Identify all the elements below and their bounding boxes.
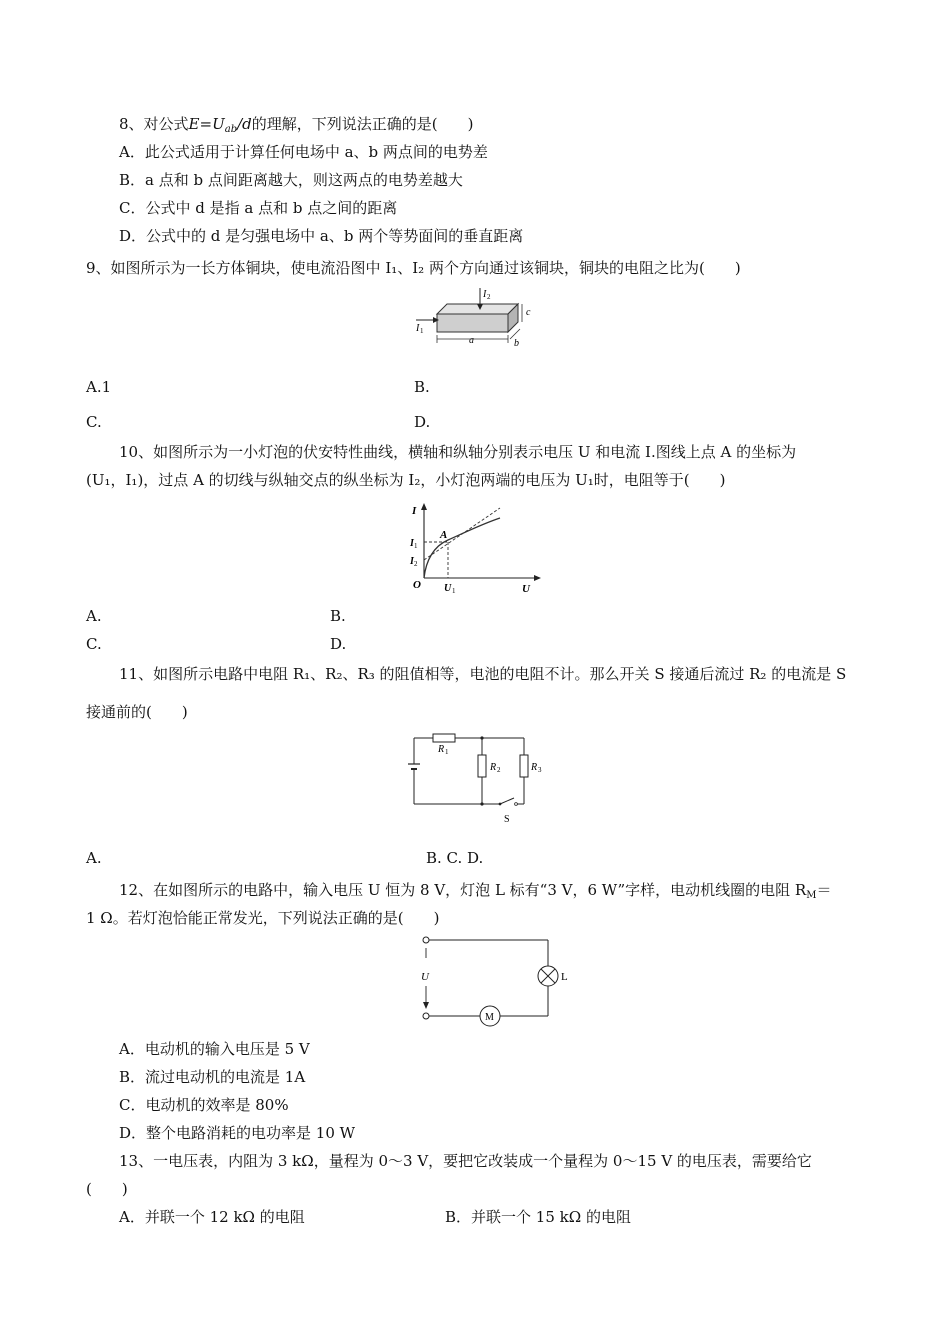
block-front-face [437,314,508,332]
q11-options-bcd: B. C. D. [426,849,484,867]
svg-text:1: 1 [414,542,418,550]
svg-text:U: U [421,971,429,983]
q8-option-d: D．公式中的 d 是匀强电场中 a、b 两个等势面间的垂直距离 [119,227,524,245]
q11-stem-line1: 11、如图所示电路中电阻 R₁、R₂、R₃ 的阻值相等，电池的电阻不计。那么开关 S 接通后流过 R₂ 的电流是 S [119,665,847,683]
q12-option-a: A．电动机的输入电压是 5 V [119,1040,310,1058]
svg-text:1: 1 [452,587,456,595]
q10-stem-line2: (U₁，I₁)，过点 A 的切线与纵轴交点的纵坐标为 I₂，小灯泡两端的电压为 U₁时，电阻等于( ) [86,471,726,489]
svg-text:I: I [483,289,487,300]
svg-text:R: R [490,762,497,773]
svg-text:c: c [526,307,531,318]
svg-text:I: I [416,323,420,334]
motor-lamp-circuit-figure [414,932,574,1028]
tangent-line [424,508,500,560]
svg-text:U: U [522,583,530,595]
q9-option-a: A.1 [86,378,112,396]
q12-option-d: D．整个电路消耗的电功率是 10 W [119,1124,356,1142]
svg-text:I: I [412,505,417,517]
iv-curve [424,518,500,578]
q10-option-a: A. [86,607,102,625]
svg-text:2: 2 [497,766,501,774]
resistor-r1 [433,734,455,742]
svg-text:2: 2 [487,293,491,301]
iv-curve-figure [408,500,546,596]
q10-stem-line1: 10、如图所示为一小灯泡的伏安特性曲线，横轴和纵轴分别表示电压 U 和电流 I.图线上点 A 的坐标为 [119,443,797,461]
q8-option-c: C．公式中 d 是指 a 点和 b 点之间的距离 [119,199,398,217]
svg-text:I: I [410,538,414,549]
block-top-face [437,304,518,314]
q9-stem: 9、如图所示为一长方体铜块，使电流沿图中 I₁、I₂ 两个方向通过该铜块，铜块的电阻之比为( ) [86,259,741,277]
top-terminal [423,937,429,943]
svg-text:M: M [485,1012,494,1023]
q8-option-a: A．此公式适用于计算任何电场中 a、b 两点间的电势差 [119,143,488,161]
q12-stem-line1: 12、在如图所示的电路中，输入电压 U 恒为 8 V，灯泡 L 标有“3 V，6 W”字样，电动机线圈的电阻 $R_M=$ [119,881,832,901]
resistor-r2 [478,755,486,777]
q12-option-b: B．流过电动机的电流是 1A [119,1068,306,1086]
svg-text:R: R [438,744,445,755]
q9-option-b: B. [414,378,430,396]
svg-text:3: 3 [538,766,542,774]
switch-s [500,798,514,804]
svg-text:a: a [469,335,474,346]
svg-text:2: 2 [414,560,418,568]
bottom-terminal [423,1013,429,1019]
q12-stem-line2: 1 Ω。若灯泡恰能正常发光，下列说法正确的是( ) [86,909,440,927]
svg-text:L: L [561,971,568,983]
q13-stem-line2: ( ) [86,1180,128,1198]
q10-option-c: C. [86,635,102,653]
resistor-r3 [520,755,528,777]
circuit-r1-r2-r3-figure [404,728,554,828]
svg-text:I: I [410,556,414,567]
svg-text:S: S [504,814,510,825]
q8-stem: 8、对公式$E=U_{ab}/d$的理解，下列说法正确的是( ) [119,115,474,135]
q11-option-a: A. [86,849,102,867]
q9-option-d: D. [414,413,431,431]
svg-text:A: A [440,529,448,541]
q13-option-a: A．并联一个 12 kΩ 的电阻 [119,1208,305,1226]
q11-stem-line2: 接通前的( ) [86,703,188,721]
svg-text:b: b [514,338,519,348]
svg-text:1: 1 [420,327,424,335]
q10-option-b: B. [330,607,346,625]
svg-text:1: 1 [445,748,449,756]
q13-option-b: B．并联一个 15 kΩ 的电阻 [445,1208,631,1226]
svg-text:O: O [413,579,421,591]
q13-stem-line1: 13、一电压表，内阻为 3 kΩ，量程为 0～3 V，要把它改装成一个量程为 0～15 V 的电压表，需要给它 [119,1152,812,1170]
q8-option-b: B．a 点和 b 点间距离越大，则这两点的电势差越大 [119,171,463,189]
q10-option-d: D. [330,635,347,653]
copper-block-figure [410,284,540,348]
svg-text:R: R [531,762,538,773]
svg-text:U: U [444,583,452,594]
q12-option-c: C．电动机的效率是 80% [119,1096,289,1114]
q9-option-c: C. [86,413,102,431]
